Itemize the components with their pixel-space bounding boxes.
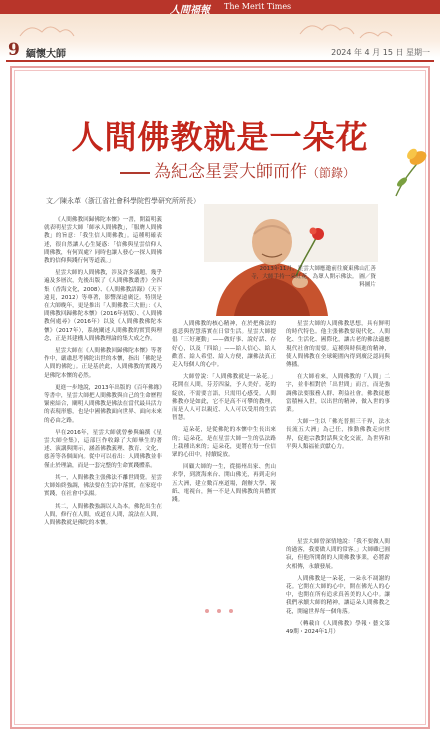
body-column-middle <box>172 320 276 508</box>
article-headline: 人間佛教就是一朵花 <box>71 118 369 156</box>
body-paragraph: 星雲大師曾深情地說：「我不要做人間的過客，我要做人間的常客。」大師雖已圓寂，但他所開創的人間佛教事業，必將薪火相傳，永續發展。 <box>286 539 390 570</box>
body-paragraph: 其一，人間佛教主張佛法不離世間覺。星雲大師始終強調，佛法要在生活中落實，在家庭中實踐，在社會中弘揚。 <box>44 474 162 498</box>
body-paragraph: 人間佛教的核心精神，在於把佛法的慈悲與智慧落實在日常生活。星雲大師提倡「三好運動」——做好事、說好話、存好心，以及「四給」——給人信心、給人歡喜、給人希望、給人方便，讓佛法真正走入每個人的心中。 <box>172 321 276 369</box>
subtitle-suffix: （節錄） <box>307 166 356 180</box>
body-paragraph: 大師一生以「佛光普照三千界，法水長流五大洲」為己任，推動佛教走向世界，促進宗教對話與文化交流，為世界和平與人類福祉貢獻心力。 <box>286 419 390 450</box>
body-paragraph: 星雲大師的人間佛教思想，具有鮮明的時代特色。他主張佛教要現代化、人間化、生活化、國際化，讓古老的佛法適應現代社會的需要。這種與時俱進的精神，使人間佛教在全球範圍內得到廣泛認同與傳播。 <box>286 321 390 369</box>
body-paragraph: 早在2016年，星雲大師就曾參與編撰《星雲大師全集》，這部巨作收錄了大師畢生的著述、演講與開示，涵蓋佛教義理、教育、文化、慈善等各個面向。從中可以看出：人間佛教並非僅止於理論，而是一套完整的生命實踐體系。 <box>44 429 162 469</box>
photo-caption <box>250 265 376 289</box>
newspaper-logo: 人間福報 <box>170 5 210 16</box>
body-column-right-lower <box>286 538 390 640</box>
issue-date: 2024 年 4 月 15 日 星期一 <box>331 48 430 57</box>
body-column-right-upper <box>286 320 390 455</box>
body-paragraph: 更進一步地說，2013年出版的《百年佛緣》等書中，星雲大師把人間佛教與自己的生命歷程緊密結合，闡明人間佛教是佛法在當代最具活力的表現形態，也是中國佛教面向世界、面向未來的必由之路。 <box>44 384 162 424</box>
master-hsing-yun-photo <box>204 204 378 316</box>
masthead-bar <box>0 0 440 14</box>
body-paragraph: 人間佛教是一朵花，一朵永不凋謝的花。它開在大師的心中，開在佛光人的心中，也開在所有追求真善美的人心中。讓我們承續大師的精神，讓這朵人間佛教之花，開遍世界每一個角落。 <box>286 575 390 615</box>
body-paragraph: 回顧大師的一生，從揚州出家、焦山求學，到渡海來台、開山佛光，再到走向五大洲，建立數百座道場，創辦大學、報紙、電視台，無一不是人間佛教的具體實踐。 <box>172 464 276 504</box>
section-title: 緬懷大師 <box>26 49 66 60</box>
photo-credit: 圖／資料圖片 <box>359 274 376 288</box>
body-paragraph: 其二，人間佛教強調以人為本。佛陀出生在人間，修行在人間，成道在人間，說法在人間，人間佛教就是佛陀的本懷。 <box>44 503 162 526</box>
body-paragraph: 星雲大師的人間佛教，涉及許多議題，幾乎遍及多層次，先後出版了《人間佛教叢書》全四集（香海文化，2008）、《人間佛教語錄》（天下遠見，2012）等專著，影響深遠廣泛。特別是在大師晚年，更是推出「人間佛教三大冊」：《人間佛教回歸佛陀本懷》（2016年初版）、《人間佛教何處尋》（2016年）以及《人間佛教佛陀本懷》（2017年），系統闡述人間佛教的實質與理念，正是其建構人間佛教理論的集大成之作。 <box>44 270 162 342</box>
article-subtitle <box>120 157 355 182</box>
author-byline: 文／陳永革（浙江省社會科學院哲學研究所所長） <box>46 197 200 205</box>
body-paragraph: 這朵花，是從佛陀的本懷中生長出來的；這朵花，是在星雲大師一生的弘法路上栽種出來的；這朵花，更將在每一位信眾的心田中，持續綻放。 <box>172 427 276 459</box>
subtitle-dash <box>120 172 150 174</box>
body-paragraph: 星雲大師在《人間佛教回歸佛陀本懷》等著作中，嚴肅思考佛陀出世的本懷，指出「佛陀是人間的佛陀」。正是基於此，人間佛教的實踐乃是佛陀本懷的必然。 <box>44 348 162 379</box>
header-rule <box>6 60 434 62</box>
article-source-note: （轉載自《人間佛教》學報・藝文第49期・2024年1月） <box>286 620 390 636</box>
newspaper-english-name: The Merit Times <box>224 2 292 11</box>
body-column-left <box>44 216 162 531</box>
photo-caption-text: 2013年11月，星雲大師應邀前往廣東佛山汇善寺，大師手持一朵紅花，為眾人開示佛法。 <box>251 266 376 280</box>
body-paragraph: 大師曾說：「人間佛教就是一朵花。」花開在人間，芬芳四溢，予人美好。花的綻放，不需要言語，只需用心感受。人間佛教亦是如此，它不是高不可攀的教理，而是人人可以親近、人人可以受用的生活智慧。 <box>172 374 276 422</box>
body-paragraph: 《人間佛教回歸佛陀本懷》一書，開篇明義就表明星雲大師「師承人間佛教」，「服膺人間佛教」的旨意：「我生信人間佛教」。這種明確表述，很自然讓人心生疑惑：「信佛與星雲信仰人間佛教，有何異處？同時也讓人發心一探人間佛教的信仰與踐行何等道義。」 <box>44 217 162 265</box>
cloud-pattern-decoration <box>0 14 440 44</box>
subtitle-main: 為紀念星雲大師而作 <box>154 162 307 182</box>
page-number: 9 <box>8 40 20 60</box>
body-paragraph: 在大師看來，人間佛教的「人間」二字，並非相對於「出世間」而言，而是強調佛法要服務人群、利益社會。佛教徒應當積極入世，以出世的精神，做入世的事業。 <box>286 374 390 414</box>
section-divider-dots-icon <box>202 608 236 614</box>
